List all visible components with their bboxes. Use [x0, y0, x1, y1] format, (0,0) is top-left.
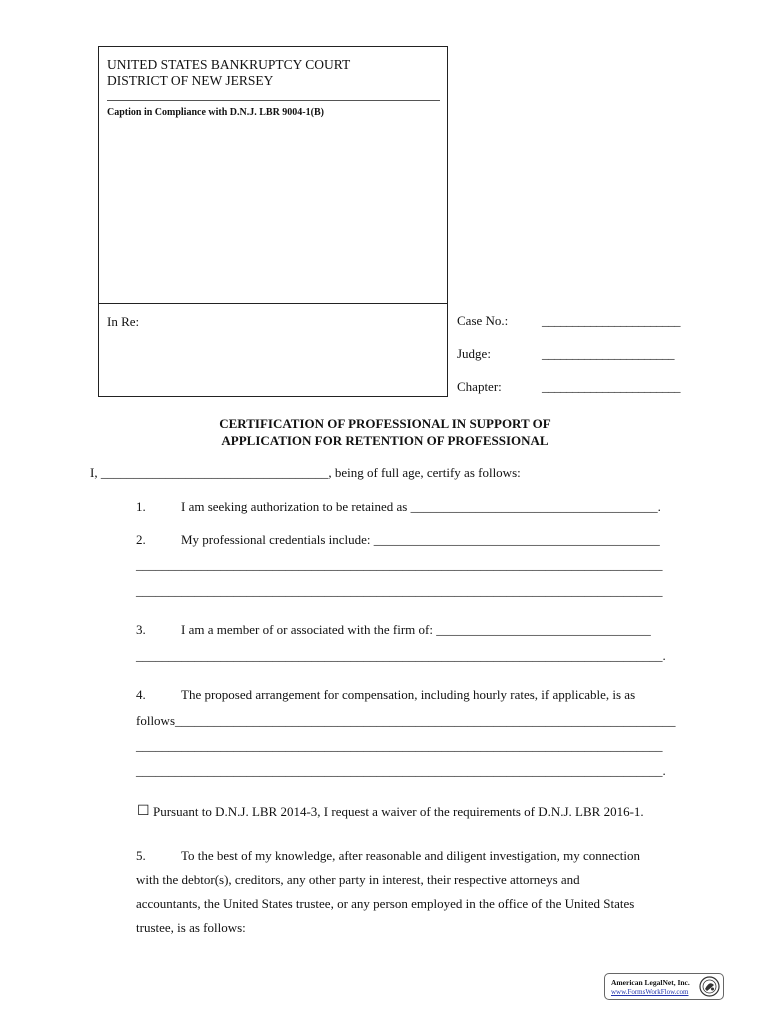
- item4-line4[interactable]: _________________________________________________________________________________.: [136, 763, 666, 778]
- item1-text[interactable]: I am seeking authorization to be retained as ______________________________________.: [181, 499, 661, 514]
- item4-number: 4.: [136, 687, 146, 702]
- waiver-checkbox[interactable]: ☐: [137, 804, 150, 819]
- document-title-line1: CERTIFICATION OF PROFESSIONAL IN SUPPORT OF: [219, 416, 551, 431]
- caption-box: [98, 46, 448, 397]
- item3-line2[interactable]: _________________________________________________________________________________.: [136, 648, 666, 663]
- in-re-label: In Re:: [107, 314, 140, 329]
- item5-line3: accountants, the United States trustee, or any person employed in the office of the United States: [136, 896, 635, 911]
- item4-line2[interactable]: follows_____________________________________________________________________________: [136, 713, 676, 728]
- chapter-field[interactable]: _______________________: [542, 379, 680, 394]
- item4-line3[interactable]: _________________________________________________________________________________: [136, 738, 663, 753]
- publisher-name: American LegalNet, Inc.: [611, 978, 690, 987]
- publisher-logo: [604, 973, 724, 1000]
- item2-line3[interactable]: _________________________________________________________________________________: [136, 583, 663, 598]
- case-no-field[interactable]: _______________________: [542, 313, 680, 328]
- item5-number: 5.: [136, 848, 146, 863]
- judge-label: Judge:: [457, 346, 491, 361]
- item3-number: 3.: [136, 622, 146, 637]
- case-no-label: Case No.:: [457, 313, 509, 328]
- item1-number: 1.: [136, 499, 146, 514]
- publisher-url[interactable]: www.FormsWorkFlow.com: [611, 988, 689, 996]
- intro-statement[interactable]: I, ___________________________________, being of full age, certify as follows:: [90, 465, 521, 480]
- caption-top-section: [99, 47, 447, 304]
- item2-number: 2.: [136, 532, 146, 547]
- court-divider: [107, 100, 440, 101]
- court-district: DISTRICT OF NEW JERSEY: [107, 73, 274, 88]
- item2-text[interactable]: My professional credentials include: ____________________________________________: [181, 532, 660, 547]
- item5-text: To the best of my knowledge, after reasonable and diligent investigation, my connection: [181, 848, 641, 863]
- item5-line4: trustee, is as follows:: [136, 920, 246, 935]
- item5-line2: with the debtor(s), creditors, any other party in interest, their respective attorneys and: [136, 872, 580, 887]
- court-name: UNITED STATES BANKRUPTCY COURT: [107, 57, 351, 72]
- document-title-line2: APPLICATION FOR RETENTION OF PROFESSIONAL: [221, 433, 549, 448]
- chapter-label: Chapter:: [457, 379, 502, 394]
- waiver-text: Pursuant to D.N.J. LBR 2014-3, I request a waiver of the requirements of D.N.J. LBR 2016-1.: [153, 804, 644, 819]
- item3-text[interactable]: I am a member of or associated with the firm of: _________________________________: [181, 622, 651, 637]
- seal-icon: [699, 976, 720, 997]
- judge-field[interactable]: ______________________: [542, 346, 674, 361]
- item4-text: The proposed arrangement for compensation, including hourly rates, if applicable, is as: [181, 687, 636, 702]
- caption-compliance-note: Caption in Compliance with D.N.J. LBR 9004-1(B): [107, 107, 324, 118]
- item2-line2[interactable]: _________________________________________________________________________________: [136, 557, 663, 572]
